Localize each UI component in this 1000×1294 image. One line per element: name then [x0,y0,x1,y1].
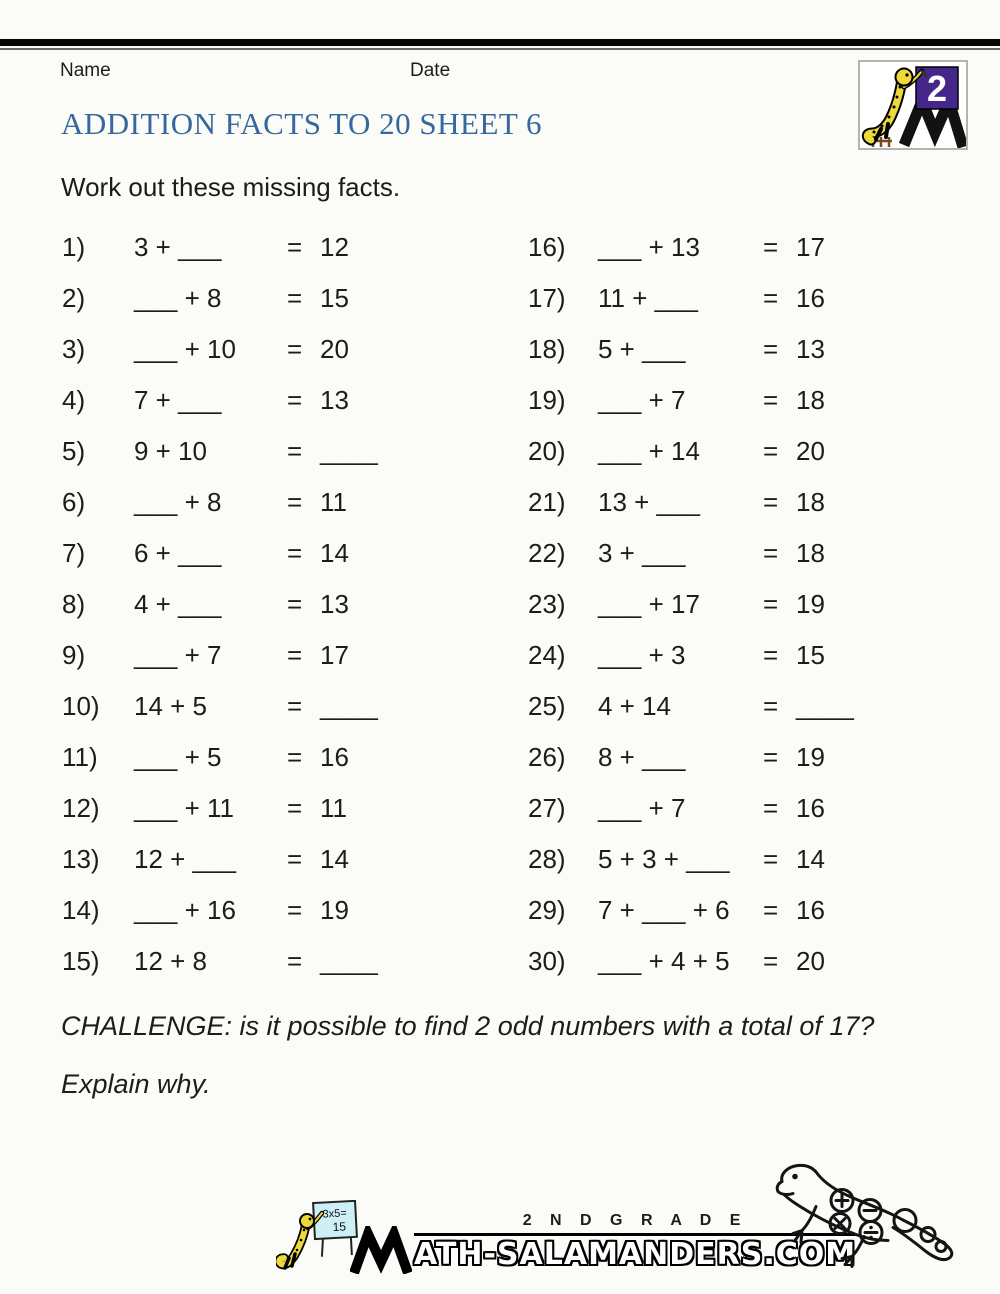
problem-answer: 16 [320,742,349,772]
problem-expression: ___ + 17 [598,589,700,619]
problem-answer: 15 [320,283,349,313]
problem-answer: ____ [796,691,854,721]
header-logo [858,60,968,150]
name-label: Name [60,60,111,81]
problem-number: 12) [62,793,100,823]
problem-expression: 4 + ___ [134,589,222,619]
equals-sign: = [287,487,303,517]
problem-answer: 19 [796,589,825,619]
problem-row [528,630,968,681]
problem-expression: 3 + ___ [598,538,686,568]
problem-row [528,834,968,885]
problem-row [528,375,968,426]
svg-text:15: 15 [332,1219,347,1235]
problem-answer: 16 [796,283,825,313]
problem-answer: 15 [796,640,825,670]
problem-row [62,885,482,936]
problem-number: 30) [528,946,566,976]
problem-answer: 18 [796,487,825,517]
problem-row [62,579,482,630]
equals-sign: = [763,283,779,313]
problem-row [62,834,482,885]
problem-expression: 6 + ___ [134,538,222,568]
page-title: ADDITION FACTS TO 20 SHEET 6 [61,106,543,141]
equals-sign: = [287,844,303,874]
problem-row [62,630,482,681]
problem-row [528,732,968,783]
problem-row [62,681,482,732]
equals-sign: = [287,538,303,568]
problem-expression: ___ + 7 [134,640,222,670]
equals-sign: = [763,895,779,925]
problem-number: 19) [528,385,566,415]
site-text: ATH-SALAMANDERS.COM [414,1237,857,1272]
equals-sign: = [763,946,779,976]
problem-number: 6) [62,487,86,517]
problem-expression: ___ + 4 + 5 [598,946,730,976]
problem-number: 18) [528,334,566,364]
problem-answer: 14 [796,844,825,874]
problem-answer: ____ [320,946,378,976]
grade-text: 2 N D G R A D E [414,1212,856,1236]
problem-answer: 14 [320,844,349,874]
equals-sign: = [287,283,303,313]
header-logo-graphic [860,62,966,148]
problem-expression: ___ + 7 [598,385,686,415]
problems-right-column [528,222,968,987]
equals-sign: = [287,946,303,976]
problem-row [528,477,968,528]
problem-row [62,477,482,528]
problem-answer: 20 [796,436,825,466]
equals-sign: = [763,436,779,466]
top-rule [0,39,1000,46]
problem-answer: 12 [320,232,349,262]
problem-expression: 5 + 3 + ___ [598,844,730,874]
problem-row [62,426,482,477]
problem-row [528,885,968,936]
problem-number: 21) [528,487,566,517]
problem-expression: ___ + 8 [134,487,222,517]
problem-answer: 18 [796,385,825,415]
problem-answer: ____ [320,436,378,466]
problem-row [62,324,482,375]
problem-expression: ___ + 14 [598,436,700,466]
problem-number: 7) [62,538,86,568]
problem-row [528,681,968,732]
problem-number: 14) [62,895,100,925]
problem-number: 8) [62,589,86,619]
equals-sign: = [287,232,303,262]
problems-left-column [62,222,482,987]
problem-number: 20) [528,436,566,466]
problem-expression: 3 + ___ [134,232,222,262]
problem-row [62,783,482,834]
equals-sign: = [763,232,779,262]
problem-answer: 17 [320,640,349,670]
problem-number: 2) [62,283,86,313]
problem-answer: 19 [796,742,825,772]
problem-number: 1) [62,232,86,262]
problem-row [62,936,482,987]
problem-row [62,732,482,783]
problem-expression: ___ + 10 [134,334,236,364]
problem-answer: 19 [320,895,349,925]
top-rule-thin [0,48,1000,50]
equals-sign: = [763,640,779,670]
problem-number: 28) [528,844,566,874]
problem-row [528,936,968,987]
problem-expression: ___ + 8 [134,283,222,313]
equals-sign: = [287,793,303,823]
challenge-explain: Explain why. [61,1069,211,1099]
svg-text:3x5=: 3x5= [322,1207,348,1221]
equals-sign: = [763,487,779,517]
footer-m-icon [350,1226,412,1274]
problem-number: 15) [62,946,100,976]
problem-row [528,324,968,375]
problem-row [62,528,482,579]
problem-number: 29) [528,895,566,925]
problem-answer: 16 [796,793,825,823]
equals-sign: = [763,691,779,721]
problem-answer: 14 [320,538,349,568]
problem-answer: 20 [796,946,825,976]
problem-number: 27) [528,793,566,823]
problem-expression: ___ + 16 [134,895,236,925]
equals-sign: = [287,895,303,925]
problem-number: 22) [528,538,566,568]
equals-sign: = [287,334,303,364]
problem-answer: 11 [320,487,347,517]
problem-number: 5) [62,436,86,466]
instruction-text: Work out these missing facts. [61,172,401,202]
problem-number: 4) [62,385,86,415]
problem-answer: 16 [796,895,825,925]
problem-number: 13) [62,844,100,874]
equals-sign: = [763,334,779,364]
equals-sign: = [287,385,303,415]
problem-number: 10) [62,691,100,721]
problem-answer: 13 [320,385,349,415]
problem-expression: 7 + ___ [134,385,222,415]
problem-number: 25) [528,691,566,721]
problem-row [62,222,482,273]
equals-sign: = [287,436,303,466]
problem-expression: 7 + ___ + 6 [598,895,730,925]
problem-number: 17) [528,283,566,313]
problem-answer: 18 [796,538,825,568]
problem-row [62,273,482,324]
problem-row [528,528,968,579]
problem-row [62,375,482,426]
grade-number: 2 [926,68,948,109]
gecko-icon [768,1152,963,1270]
challenge-block [61,1006,874,1104]
problem-row [528,222,968,273]
equals-sign: = [287,640,303,670]
problem-expression: 5 + ___ [598,334,686,364]
problem-expression: 13 + ___ [598,487,700,517]
problem-answer: 17 [796,232,825,262]
problem-answer: 13 [796,334,825,364]
problem-expression: ___ + 3 [598,640,686,670]
problem-expression: 12 + 8 [134,946,208,976]
problem-expression: ___ + 11 [134,793,235,823]
equals-sign: = [287,742,303,772]
equals-sign: = [287,691,303,721]
equals-sign: = [763,538,779,568]
equals-sign: = [763,589,779,619]
equals-sign: = [763,793,779,823]
problem-expression: 9 + 10 [134,436,208,466]
challenge-text: CHALLENGE: is it possible to find 2 odd numbers with a total of 17? [61,1011,875,1041]
problem-expression: ___ + 13 [598,232,700,262]
equals-sign: = [287,589,303,619]
equals-sign: = [763,844,779,874]
problem-number: 23) [528,589,566,619]
date-label: Date [410,60,451,81]
equals-sign: = [763,742,779,772]
problem-number: 24) [528,640,566,670]
problem-answer: 11 [320,793,347,823]
problem-answer: 13 [320,589,349,619]
problem-row [528,273,968,324]
problem-expression: 4 + 14 [598,691,672,721]
problem-row [528,579,968,630]
problem-number: 9) [62,640,86,670]
problem-expression: 11 + ___ [598,283,699,313]
problem-row [528,783,968,834]
problem-answer: 20 [320,334,349,364]
problem-expression: 12 + ___ [134,844,236,874]
equals-sign: = [763,385,779,415]
problem-expression: ___ + 7 [598,793,686,823]
problem-number: 16) [528,232,566,262]
problem-row [528,426,968,477]
problem-number: 3) [62,334,86,364]
problem-expression: ___ + 5 [134,742,222,772]
problem-expression: 14 + 5 [134,691,208,721]
problem-number: 26) [528,742,566,772]
problem-answer: ____ [320,691,378,721]
problem-expression: 8 + ___ [598,742,686,772]
problem-number: 11) [62,742,98,772]
